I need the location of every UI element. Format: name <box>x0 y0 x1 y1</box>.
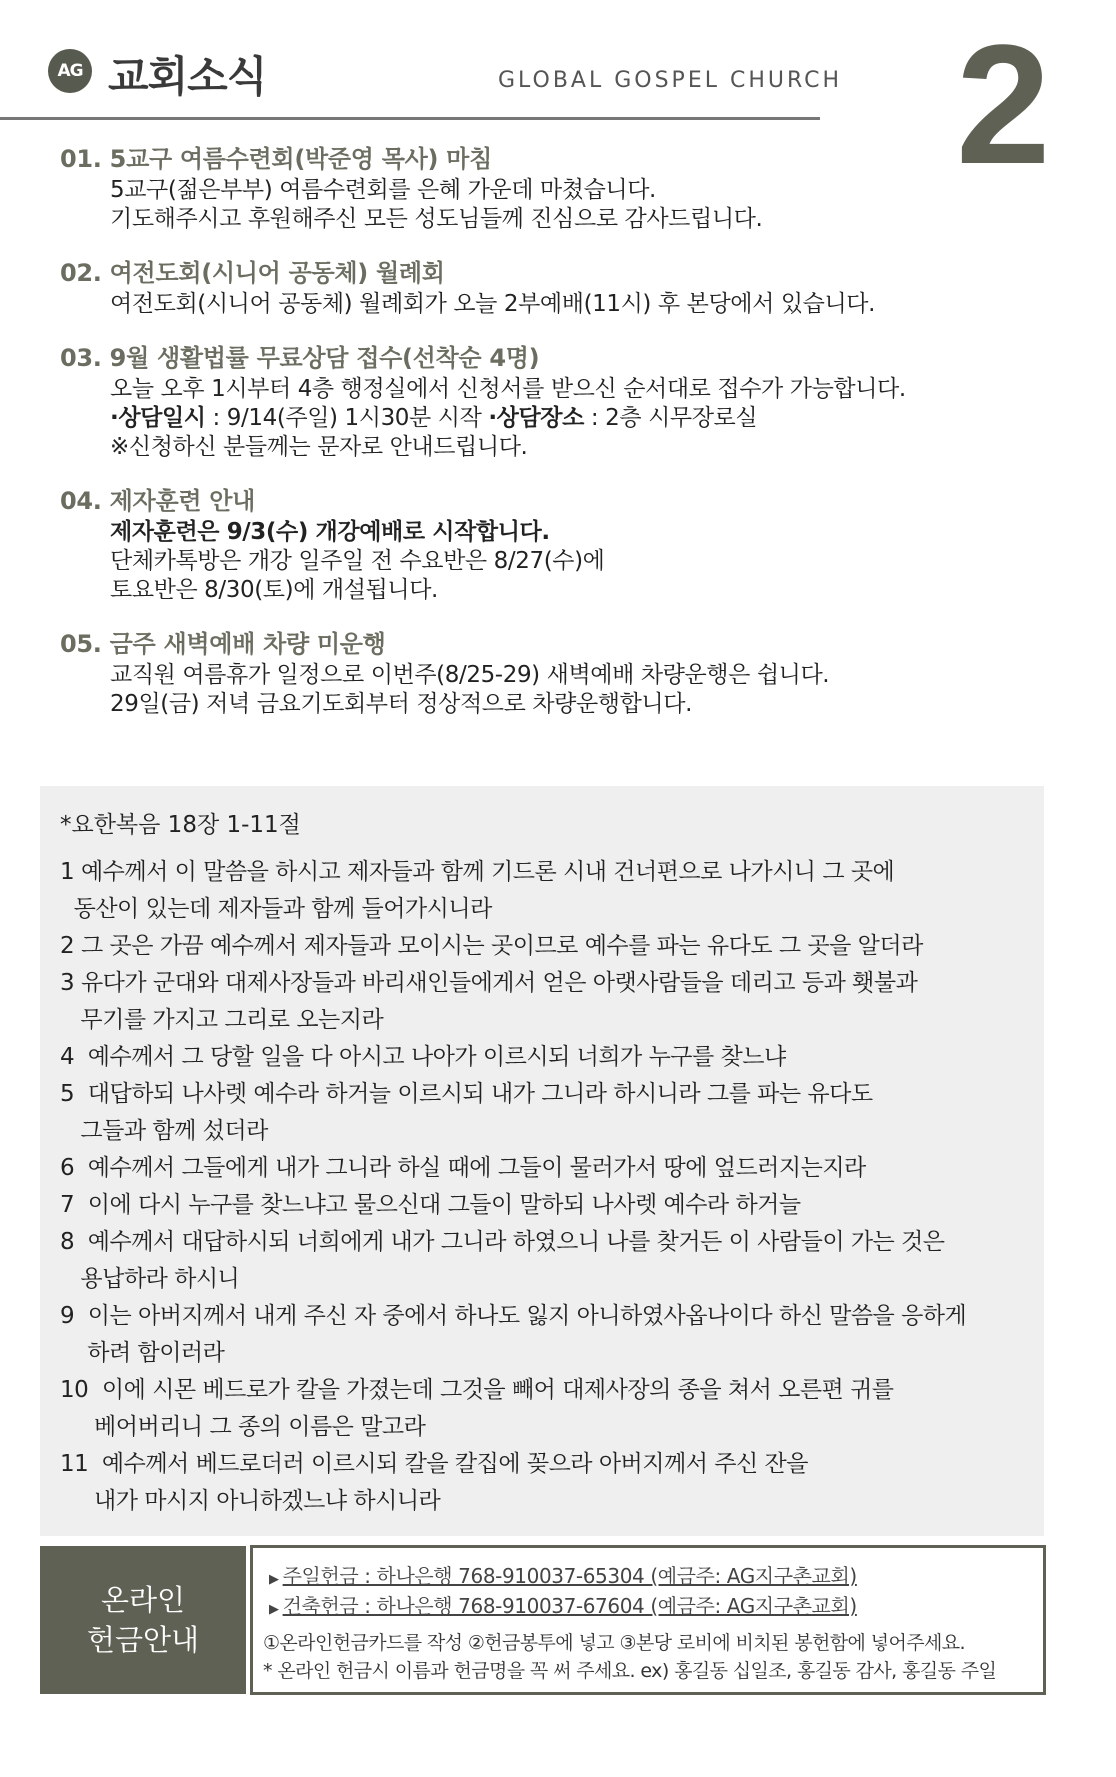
verse-line: 8 예수께서 대답하시되 너희에게 내가 그니라 하였으니 나를 찾거든 이 사람들이 가는 것은 <box>60 1229 945 1255</box>
notice-line: 토요반은 8/30(토)에 개설됩니다. <box>110 577 438 603</box>
sunday-offering-account <box>269 1560 857 1589</box>
notice-body <box>60 290 1060 319</box>
scripture-verse <box>60 1372 1040 1446</box>
scripture-verses <box>60 854 1040 1520</box>
verse-line: 내가 마시지 아니하겠느냐 하시니라 <box>60 1488 441 1514</box>
logo-text: AG <box>57 61 83 81</box>
scripture-verse <box>60 1446 1040 1520</box>
church-name: GLOBAL GOSPEL CHURCH <box>498 68 843 93</box>
verse-line: 무기를 가지고 그리로 오는지라 <box>60 1007 384 1033</box>
notice-line: 29일(금) 저녁 금요기도회부터 정상적으로 차량운행합니다. <box>110 691 692 717</box>
scripture-verse <box>60 928 1040 965</box>
notices-section <box>60 142 1060 741</box>
scripture-verse <box>60 1224 1040 1298</box>
notice-line: ※신청하신 분들께는 문자로 안내드립니다. <box>110 434 528 460</box>
notice-item <box>60 256 1060 319</box>
verse-line: 5 대답하되 나사렛 예수라 하거늘 이르시되 내가 그니라 하시니라 그를 파는 유다도 <box>60 1081 873 1107</box>
notice-title: 04. 제자훈련 안내 <box>60 487 256 515</box>
triangle-bullet-icon: ▶ <box>269 1602 279 1617</box>
notice-line: 5교구(젊은부부) 여름수련회를 은혜 가운데 마쳤습니다. <box>110 177 656 203</box>
verse-line: 9 이는 아버지께서 내게 주신 자 중에서 하나도 잃지 아니하였사옵나이다 하신 말씀을 응하게 <box>60 1303 967 1329</box>
triangle-bullet-icon: ▶ <box>269 1572 279 1587</box>
scripture-verse <box>60 965 1040 1039</box>
notice-line: 여전도회(시니어 공동체) 월례회가 오늘 2부예배(11시) 후 본당에서 있습니다. <box>110 291 876 317</box>
offering-label-line2: 헌금안내 <box>86 1623 200 1657</box>
scripture-verse <box>60 1039 1040 1076</box>
notice-title: 02. 여전도회(시니어 공동체) 월례회 <box>60 259 445 287</box>
scripture-panel <box>40 786 1044 1536</box>
consult-date-value: : 9/14(주일) 1시30분 시작 <box>205 405 489 431</box>
page-title: 교회소식 <box>108 52 267 101</box>
notice-item <box>60 142 1060 234</box>
verse-line: 10 이에 시몬 베드로가 칼을 가졌는데 그것을 빼어 대제사장의 종을 쳐서 오른편 귀를 <box>60 1377 894 1403</box>
notice-bold-line: 제자훈련은 9/3(수) 개강예배로 시작합니다. <box>110 519 550 545</box>
verse-line: 용납하라 하시니 <box>60 1266 240 1292</box>
notice-title: 01. 5교구 여름수련회(박준영 목사) 마침 <box>60 145 492 173</box>
notice-item <box>60 484 1060 605</box>
offering-note: * 온라인 헌금시 이름과 헌금명을 꼭 써 주세요. ex) 홍길동 십일조, 홍길동 감사, 홍길동 주일 <box>263 1660 997 1682</box>
notice-item <box>60 341 1060 462</box>
verse-line: 동산이 있는데 제자들과 함께 들어가시니라 <box>60 896 492 922</box>
verse-line: 3 유다가 군대와 대제사장들과 바리새인들에게서 얻은 아랫사람들을 데리고 등과 횃불과 <box>60 970 918 996</box>
notice-body <box>60 518 1060 605</box>
building-offering-account <box>269 1590 857 1619</box>
scripture-verse <box>60 1150 1040 1187</box>
scripture-verse <box>60 1187 1040 1224</box>
notice-body <box>60 661 1060 719</box>
scripture-verse <box>60 1298 1040 1372</box>
notice-title: 03. 9월 생활법률 무료상담 접수(선착순 4명) <box>60 344 540 372</box>
account-text: 주일헌금 : 하나은행 768-910037-65304 (예금주: AG지구촌교회) <box>282 1564 857 1588</box>
verse-line: 베어버리니 그 종의 이름은 말고라 <box>60 1414 426 1440</box>
notice-title: 05. 금주 새벽예배 차량 미운행 <box>60 630 386 658</box>
offering-info-box <box>250 1545 1046 1695</box>
verse-line: 하려 함이러라 <box>60 1340 225 1366</box>
notice-line: 단체카톡방은 개강 일주일 전 수요반은 8/27(수)에 <box>110 548 605 574</box>
church-logo <box>48 49 92 93</box>
offering-instructions: ①온라인헌금카드를 작성 ②헌금봉투에 넣고 ③본당 로비에 비치된 봉헌함에 넣어주세요. <box>263 1632 965 1654</box>
consult-place-value: : 2층 시무장로실 <box>583 405 758 431</box>
scripture-verse <box>60 1076 1040 1150</box>
notice-line: 교직원 여름휴가 일정으로 이번주(8/25-29) 새벽예배 차량운행은 쉽니다. <box>110 662 830 688</box>
verse-line: 2 그 곳은 가끔 예수께서 제자들과 모이시는 곳이므로 예수를 파는 유다도 그 곳을 알더라 <box>60 933 923 959</box>
consult-place-label: ·상담장소 <box>488 405 584 431</box>
account-text: 건축헌금 : 하나은행 768-910037-67604 (예금주: AG지구촌교회) <box>282 1594 857 1618</box>
offering-label-line1: 온라인 <box>100 1583 186 1617</box>
verse-line: 7 이에 다시 누구를 찾느냐고 물으신대 그들이 말하되 나사렛 예수라 하거늘 <box>60 1192 801 1218</box>
notice-line: 오늘 오후 1시부터 4층 행정실에서 신청서를 받으신 순서대로 접수가 가능합니다. <box>110 376 906 402</box>
notice-line: 기도해주시고 후원해주신 모든 성도님들께 진심으로 감사드립니다. <box>110 206 763 232</box>
verse-line: 6 예수께서 그들에게 내가 그니라 하실 때에 그들이 물러가서 땅에 엎드러지는지라 <box>60 1155 866 1181</box>
notice-body <box>60 375 1060 462</box>
verse-line: 11 예수께서 베드로더러 이르시되 칼을 칼집에 꽂으라 아버지께서 주신 잔을 <box>60 1451 808 1477</box>
verse-line: 그들과 함께 섰더라 <box>60 1118 268 1144</box>
notice-body <box>60 176 1060 234</box>
verse-line: 4 예수께서 그 당할 일을 다 아시고 나아가 이르시되 너희가 누구를 찾느냐 <box>60 1044 786 1070</box>
scripture-reference: *요한복음 18장 1-11절 <box>60 812 301 838</box>
scripture-verse <box>60 854 1040 928</box>
consult-date-label: ·상담일시 <box>110 405 206 431</box>
page-number: 2 <box>956 10 1051 200</box>
notice-item <box>60 627 1060 719</box>
consult-info-line <box>110 404 1060 433</box>
verse-line: 1 예수께서 이 말씀을 하시고 제자들과 함께 기드론 시내 건너편으로 나가시니 그 곳에 <box>60 859 895 885</box>
header-divider <box>0 117 820 120</box>
online-offering-label <box>40 1546 246 1694</box>
